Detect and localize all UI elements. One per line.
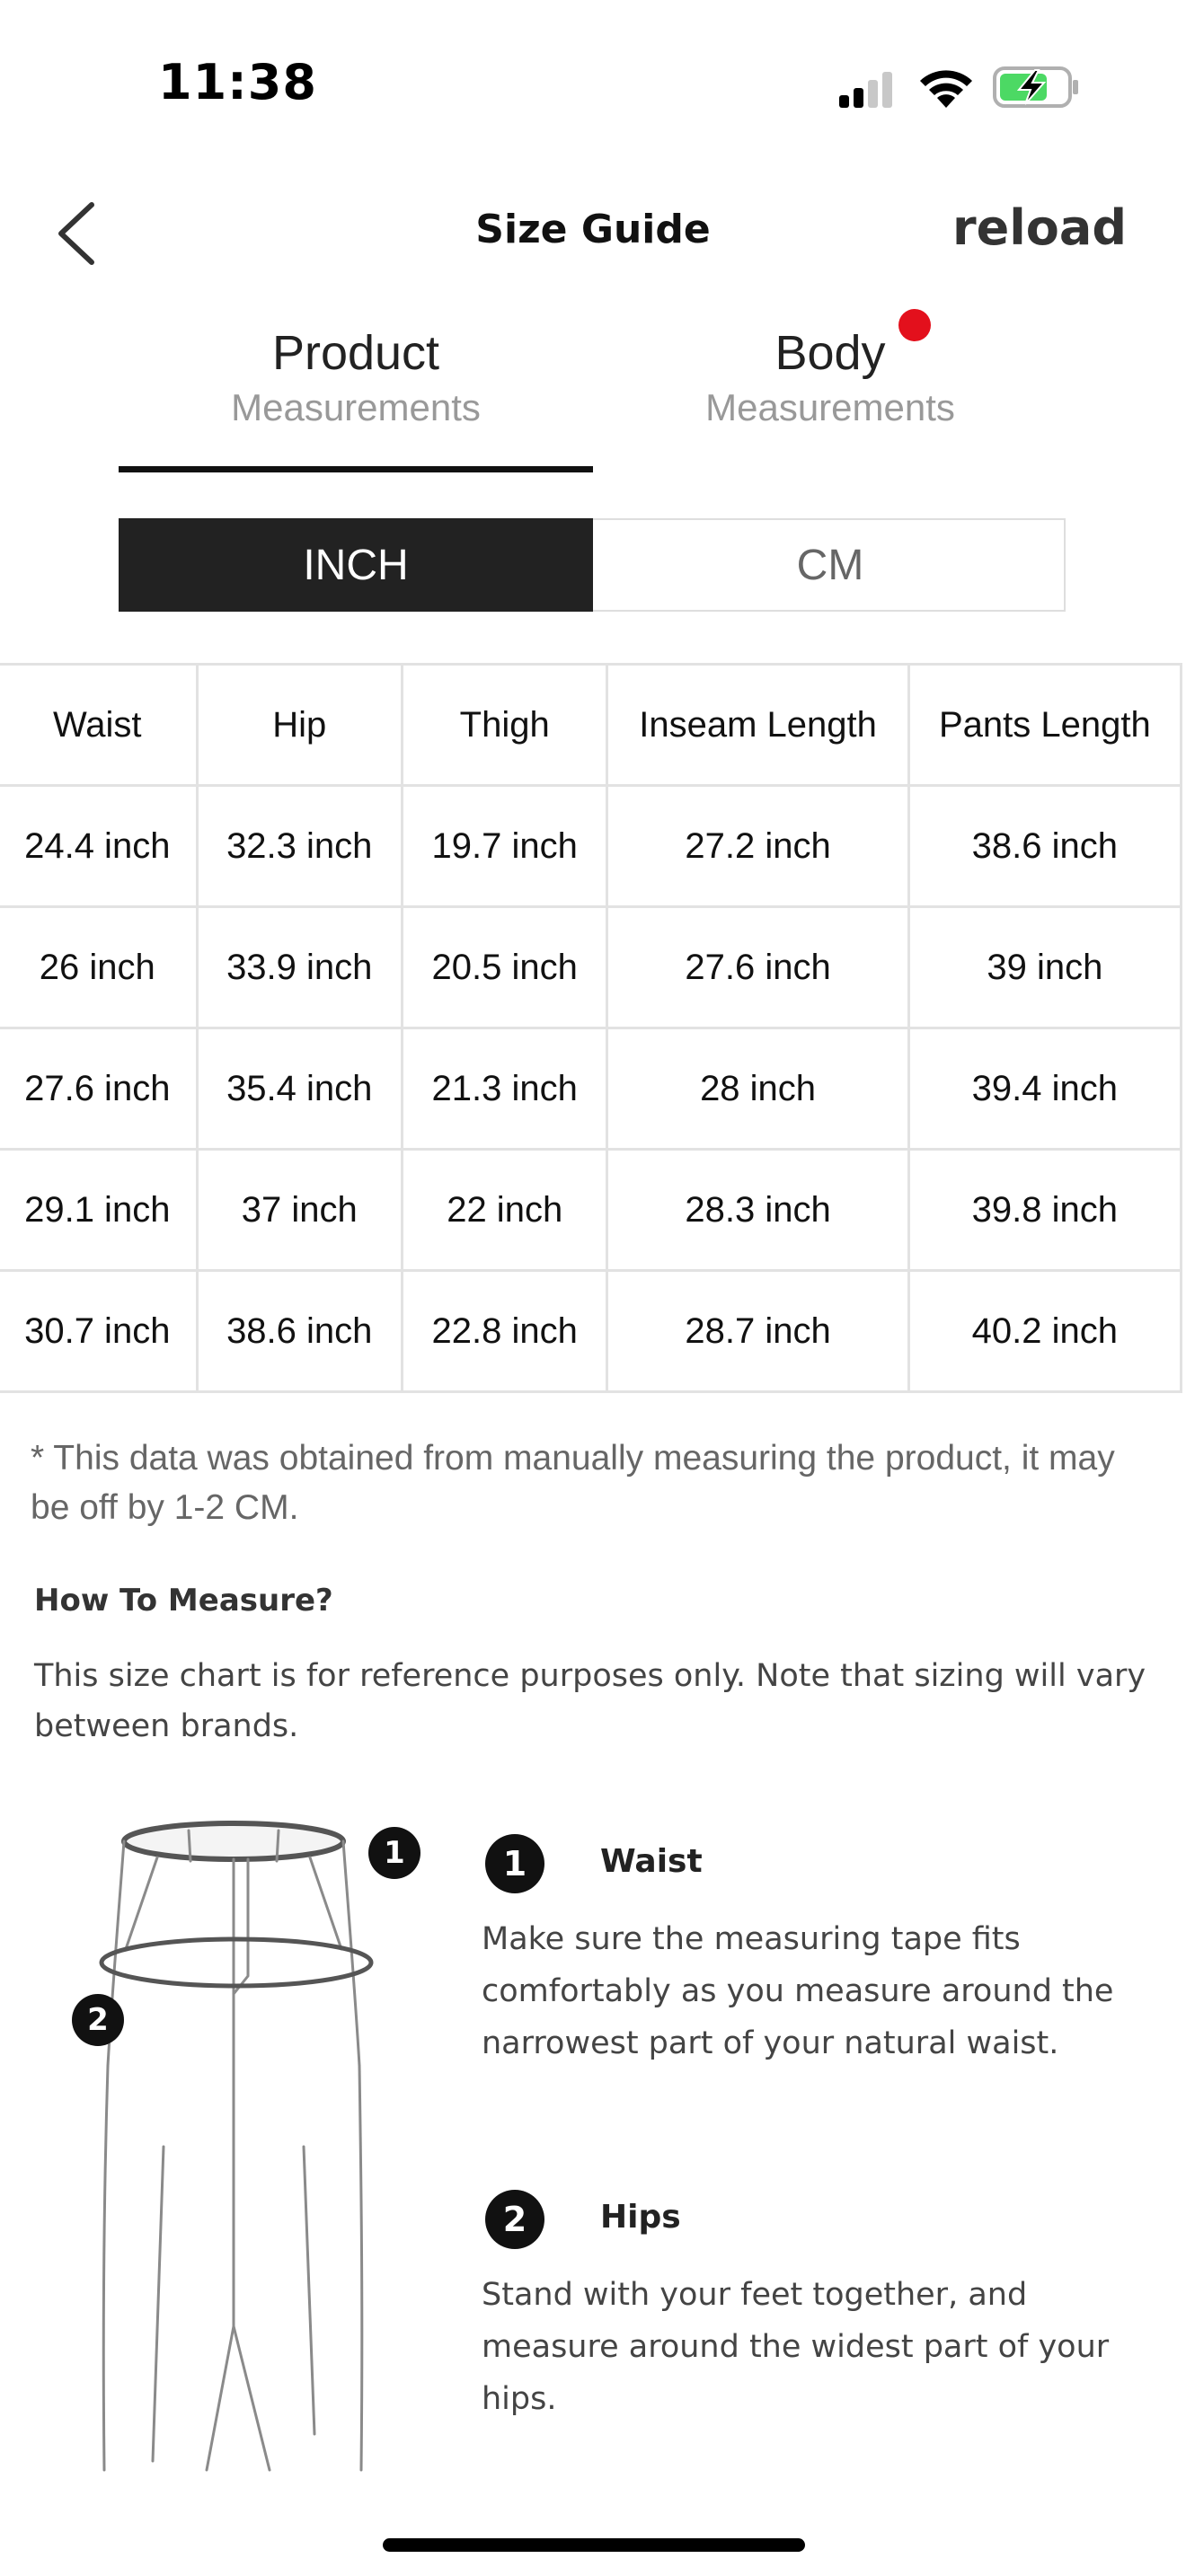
pants-illustration [63, 1805, 440, 2479]
table-cell: 40.2 inch [908, 1271, 1181, 1392]
wifi-icon [916, 66, 976, 111]
status-time: 11:38 [158, 54, 317, 110]
how-to-measure-description: This size chart is for reference purposes only. Note that sizing will vary between brands. [34, 1658, 1146, 1744]
table-header: Inseam Length [607, 665, 908, 786]
page-title: Size Guide [475, 207, 711, 252]
nav-bar [0, 171, 1186, 287]
table-cell: 30.7 inch [0, 1271, 197, 1392]
table-header: Hip [197, 665, 402, 786]
instruction-text: Stand with your feet together, and measure around the widest part of your hips. [482, 2277, 1110, 2417]
reload-button[interactable]: reload [952, 199, 1127, 256]
instruction-number: 2 [485, 2190, 544, 2249]
instruction-waist [482, 1834, 1146, 2069]
table-header: Thigh [402, 665, 607, 786]
size-table [0, 663, 1182, 1393]
table-cell: 28.7 inch [607, 1271, 908, 1392]
how-to-measure-title: How To Measure? [34, 1583, 333, 1619]
waist-marker: 1 [368, 1827, 420, 1879]
tab-title: Body [774, 326, 886, 380]
table-cell: 33.9 inch [197, 907, 402, 1028]
table-header: Pants Length [908, 665, 1181, 786]
measurement-tabs [119, 314, 1067, 476]
instruction-title: Hips [600, 2199, 681, 2236]
measurement-note: * This data was obtained from manually measuring the product, it may be off by 1-2 CM. [31, 1439, 1115, 1527]
cellular-signal-icon [836, 68, 898, 113]
table-cell: 39.8 inch [908, 1150, 1181, 1271]
table-cell: 28.3 inch [607, 1150, 908, 1271]
table-header-row [0, 665, 1182, 786]
table-row [0, 1271, 1182, 1392]
tab-subtitle: Measurements [231, 386, 481, 428]
instruction-title: Waist [600, 1843, 703, 1880]
home-indicator[interactable] [383, 2538, 805, 2552]
table-row [0, 1028, 1182, 1150]
table-cell: 28 inch [607, 1028, 908, 1150]
table-cell: 39 inch [908, 907, 1181, 1028]
table-cell: 39.4 inch [908, 1028, 1181, 1150]
notification-dot [898, 309, 931, 341]
instruction-header [482, 1834, 1146, 1899]
table-cell: 37 inch [197, 1150, 402, 1271]
instruction-text: Make sure the measuring tape fits comfortably as you measure around the narrowest part of your natural waist. [482, 1921, 1114, 2061]
table-cell: 29.1 inch [0, 1150, 197, 1271]
pants-drawing [63, 1805, 440, 2479]
instruction-number: 1 [485, 1834, 544, 1893]
table-cell: 24.4 inch [0, 786, 197, 907]
table-cell: 27.6 inch [607, 907, 908, 1028]
table-cell: 22 inch [402, 1150, 607, 1271]
table-cell: 20.5 inch [402, 907, 607, 1028]
table-cell: 27.6 inch [0, 1028, 197, 1150]
table-cell: 22.8 inch [402, 1271, 607, 1392]
table-row [0, 786, 1182, 907]
instruction-header [482, 2190, 1146, 2254]
table-cell: 27.2 inch [607, 786, 908, 907]
hip-marker: 2 [72, 1994, 124, 2046]
instruction-hips [482, 2190, 1146, 2425]
table-cell: 38.6 inch [908, 786, 1181, 907]
table-cell: 26 inch [0, 907, 197, 1028]
unit-cm-button[interactable]: CM [796, 541, 864, 589]
table-cell: 35.4 inch [197, 1028, 402, 1150]
tab-subtitle: Measurements [705, 386, 955, 428]
tab-body-measurements[interactable] [593, 314, 1067, 476]
active-tab-indicator [119, 466, 593, 472]
table-cell: 38.6 inch [197, 1271, 402, 1392]
battery-charging-icon [992, 65, 1082, 110]
table-cell: 21.3 inch [402, 1028, 607, 1150]
tab-title: Product [271, 326, 440, 380]
status-bar [0, 0, 1186, 171]
table-row [0, 907, 1182, 1028]
table-row [0, 1150, 1182, 1271]
table-header: Waist [0, 665, 197, 786]
table-cell: 32.3 inch [197, 786, 402, 907]
table-cell: 19.7 inch [402, 786, 607, 907]
tab-product-measurements[interactable] [119, 314, 593, 476]
unit-toggle [119, 518, 1066, 612]
unit-inch-button[interactable]: INCH [119, 518, 593, 612]
